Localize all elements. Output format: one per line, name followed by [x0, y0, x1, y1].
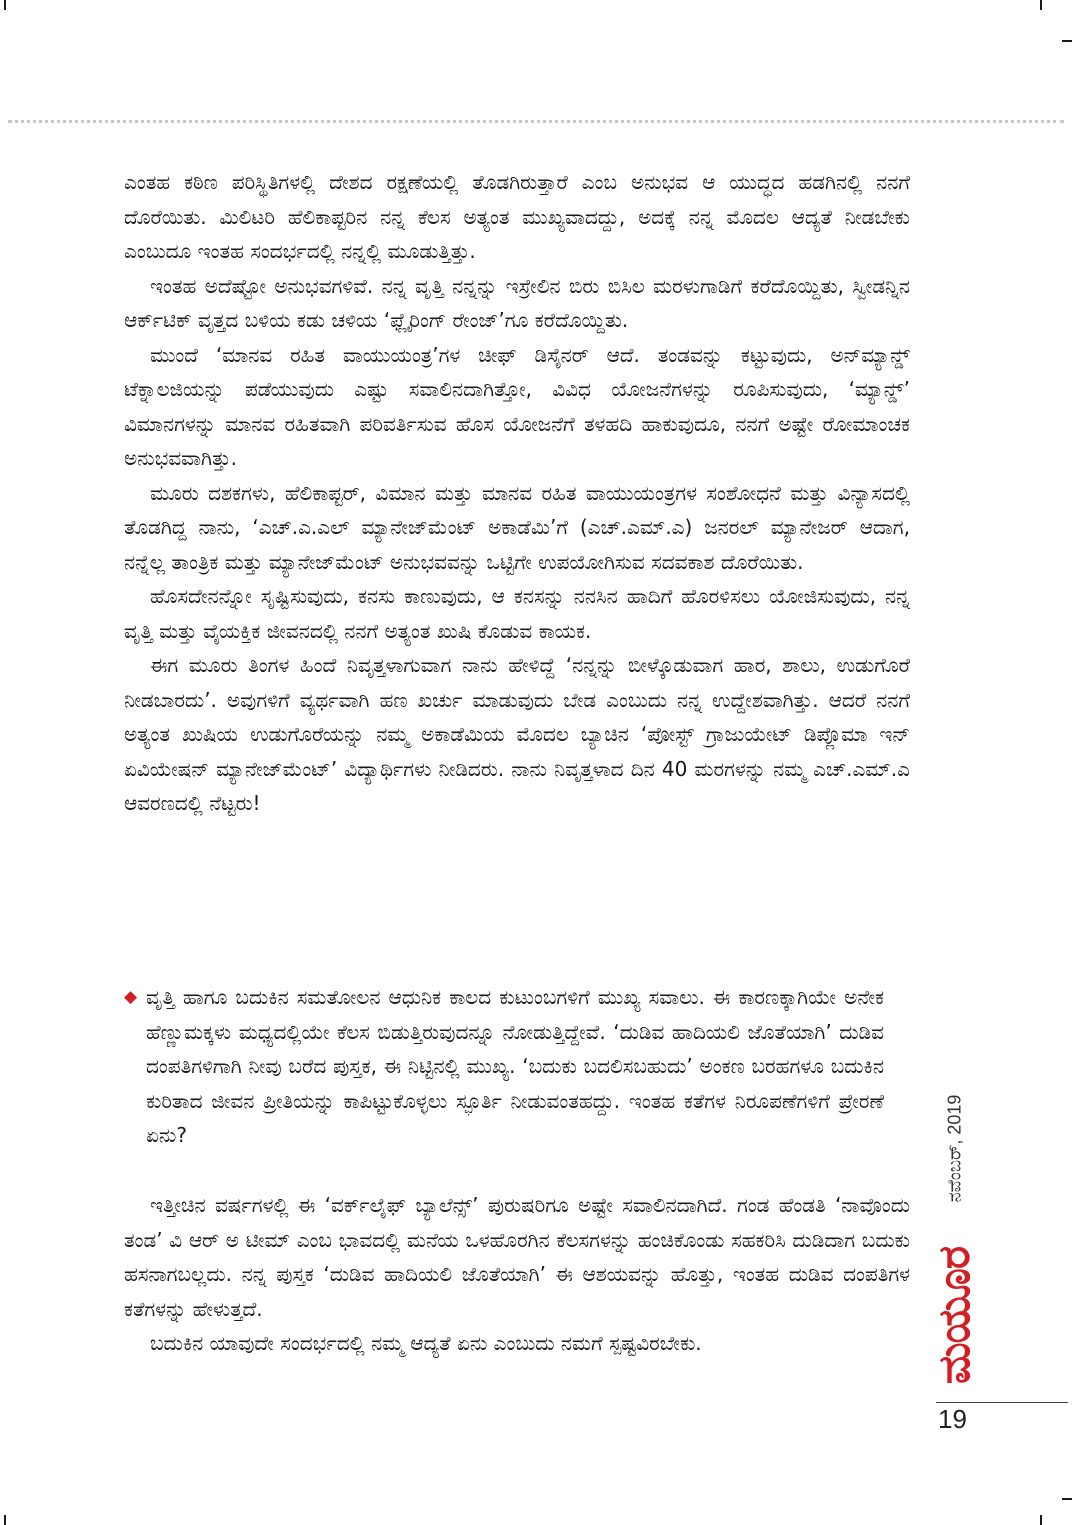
answer-paragraph: ಬದುಕಿನ ಯಾವುದೇ ಸಂದರ್ಭದಲ್ಲಿ ನಮ್ಮ ಆದ್ಯತೆ ಏನು ಎಂಬುದು ನಮಗೆ ಸ್ಪಷ್ಟವಿರಬೇಕು. [150, 1331, 702, 1355]
crop-mark-bottom-left [4, 1515, 6, 1525]
crop-mark-top-left [4, 0, 6, 10]
article-paragraph: ಈಗ ಮೂರು ತಿಂಗಳ ಹಿಂದೆ ನಿವೃತ್ತಳಾಗುವಾಗ ನಾನು ಹೇಳಿದ್ದೆ ‘ನನ್ನನ್ನು ಬೀಳ್ಕೊಡುವಾಗ ಹಾರ, ಶಾಲು, ಉಡುಗೊರೆ ನೀಡಬಾರದು’. ಅವುಗಳಿಗೆ ವ್ಯರ್ಥವಾಗಿ ಹಣ ಖರ್ಚು ಮಾಡುವುದು ಬೇಡ ಎಂಬುದು ನನ್ನ ಉದ್ದೇಶವಾಗಿತ್ತು. ಆದರೆ ನನಗೆ ಅತ್ಯಂತ ಖುಷಿಯ ಉಡುಗೊರೆಯನ್ನು ನಮ್ಮ ಅಕಾಡೆಮಿಯ ಮೊದಲ ಬ್ಯಾಚಿನ ‘ಪೋಸ್ಟ್ ಗ್ರಾಜುಯೇಟ್ ಡಿಪ್ಲೊಮಾ ಇನ್ ಏವಿಯೇಷನ್ ಮ್ಯಾನೇಜ್‌ಮೆಂಟ್’ ವಿದ್ಯಾರ್ಥಿಗಳು ನೀಡಿದರು. ನಾನು ನಿವೃತ್ತಳಾದ ದಿನ 40 ಮರಗಳನ್ನು ನಮ್ಮ ಎಚ್.ಎಮ್.ಎ ಆವರಣದಲ್ಲಿ ನೆಟ್ಟರು! [124, 653, 910, 815]
crop-mark-right-bottom [1062, 1498, 1072, 1500]
crop-mark-top-right [1040, 0, 1042, 10]
page-number: 19 [938, 1404, 967, 1434]
issue-date-text: ನವೆಂಬರ್, 2019 [944, 1094, 965, 1202]
answer-paragraph: ಇತ್ತೀಚಿನ ವರ್ಷಗಳಲ್ಲಿ ಈ ‘ವರ್ಕ್‌ಲೈಫ್ ಬ್ಯಾಲೆನ್ಸ್’ ಪುರುಷರಿಗೂ ಅಷ್ಟೇ ಸವಾಲಿನದಾಗಿದೆ. ಗಂಡ ಹೆಂಡತಿ ‘ನಾವೊಂದು ತಂಡ’ ವಿ ಆರ್ ಅ ಟೀಮ್ ಎಂಬ ಭಾವದಲ್ಲಿ ಮನೆಯ ಒಳಹೊರಗಿನ ಕೆಲಸಗಳನ್ನು ಹಂಚಿಕೊಂಡು ಸಹಕರಿಸಿ ದುಡಿದಾಗ ಬದುಕು ಹಸನಾಗಬಲ್ಲದು. ನನ್ನ ಪುಸ್ತಕ ‘ದುಡಿವ ಹಾದಿಯಲಿ ಜೊತೆಯಾಗಿ’ ಈ ಆಶಯವನ್ನು ಹೊತ್ತು, ಇಂತಹ ದುಡಿವ ದಂಪತಿಗಳ ಕತೆಗಳನ್ನು ಹೇಳುತ್ತದೆ. [124, 1193, 910, 1321]
question-text: ವೃತ್ತಿ ಹಾಗೂ ಬದುಕಿನ ಸಮತೋಲನ ಆಧುನಿಕ ಕಾಲದ ಕುಟುಂಬಗಳಿಗೆ ಮುಖ್ಯ ಸವಾಲು. ಈ ಕಾರಣಕ್ಕಾಗಿಯೇ ಅನೇಕ ಹೆಣ್ಣುಮಕ್ಕಳು ಮಧ್ಯದಲ್ಲಿಯೇ ಕೆಲಸ ಬಿಡುತ್ತಿರುವುದನ್ನೂ ನೋಡುತ್ತಿದ್ದೇವೆ. ‘ದುಡಿವ ಹಾದಿಯಲಿ ಜೊತೆಯಾಗಿ’ ದುಡಿವ ದಂಪತಿಗಳಿಗಾಗಿ ನೀವು ಬರೆದ ಪುಸ್ತಕ, ಈ ನಿಟ್ಟಿನಲ್ಲಿ ಮುಖ್ಯ. ‘ಬದುಕು ಬದಲಿಸಬಹುದು’ ಅಂಕಣ ಬರಹಗಳೂ ಬದುಕಿನ ಕುರಿತಾದ ಜೀವನ ಪ್ರೀತಿಯನ್ನು ಕಾಪಿಟ್ಟುಕೊಳ್ಳಲು ಸ್ಫೂರ್ತಿ ನೀಡುವಂತಹದ್ದು. ಇಂತಹ ಕತೆಗಳ ನಿರೂಪಣೆಗಳಿಗೆ ಪ್ರೇರಣೆ ಏನು? [146, 985, 884, 1147]
issue-date [925, 1080, 985, 1216]
article-paragraph: ಮುಂದೆ ‘ಮಾನವ ರಹಿತ ವಾಯುಯಂತ್ರ’ಗಳ ಚೀಫ್ ಡಿಸೈನರ್ ಆದೆ. ತಂಡವನ್ನು ಕಟ್ಟುವುದು, ಅನ್‌ಮ್ಯಾನ್ಡ್ ಟೆಕ್ನಾಲಜಿಯನ್ನು ಪಡೆಯುವುದು ಎಷ್ಟು ಸವಾಲಿನದಾಗಿತ್ತೋ, ವಿವಿಧ ಯೋಜನೆಗಳನ್ನು ರೂಪಿಸುವುದು, ‘ಮ್ಯಾನ್ಡ್’ ವಿಮಾನಗಳನ್ನು ಮಾನವ ರಹಿತವಾಗಿ ಪರಿವರ್ತಿಸುವ ಹೊಸ ಯೋಜನೆಗೆ ತಳಹದಿ ಹಾಕುವುದೂ, ನನಗೆ ಅಷ್ಟೇ ರೋಮಾಂಚಕ ಅನುಭವವಾಗಿತ್ತು. [124, 342, 910, 470]
page-folio [925, 1080, 989, 1400]
diamond-bullet-icon: ◆ [124, 987, 138, 1007]
magazine-masthead [925, 1230, 985, 1400]
masthead-text: ಮಯೂರ [929, 1246, 981, 1384]
article-paragraph: ಹೊಸದೇನನ್ನೋ ಸೃಷ್ಟಿಸುವುದು, ಕನಸು ಕಾಣುವುದು, ಆ ಕನಸನ್ನು ನನಸಿನ ಹಾದಿಗೆ ಹೊರಳಿಸಲು ಯೋಜಿಸುವುದು, ನನ್ನ ವೃತ್ತಿ ಮತ್ತು ವೈಯಕ್ತಿಕ ಜೀವನದಲ್ಲಿ ನನಗೆ ಅತ್ಯಂತ ಖುಷಿ ಕೊಡುವ ಕಾಯಕ. [124, 584, 910, 643]
crop-mark-bottom-right [1040, 1515, 1042, 1525]
header-dotted-rule [8, 120, 1064, 123]
article-paragraph: ಇಂತಹ ಅದೆಷ್ಟೋ ಅನುಭವಗಳಿವೆ. ನನ್ನ ವೃತ್ತಿ ನನ್ನನ್ನು ಇಸ್ರೇಲಿನ ಬಿರು ಬಿಸಿಲ ಮರಳುಗಾಡಿಗೆ ಕರೆದೊಯ್ದಿತು, ಸ್ವೀಡನ್ನಿನ ಆರ್ಕ್‌ಟಿಕ್ ವೃತ್ತದ ಬಳಿಯ ಕಡು ಚಳಿಯ ‘ಫ್ಲೈರಿಂಗ್ ರೇಂಜ್’ಗೂ ಕರೆದೊಯ್ದಿತು. [124, 273, 910, 332]
article-paragraph: ಎಂತಹ ಕಠಿಣ ಪರಿಸ್ಥಿತಿಗಳಲ್ಲಿ ದೇಶದ ರಕ್ಷಣೆಯಲ್ಲಿ ತೊಡಗಿರುತ್ತಾರೆ ಎಂಬ ಅನುಭವ ಆ ಯುದ್ಧದ ಹಡಗಿನಲ್ಲಿ ನನಗೆ ದೊರೆಯಿತು. ಮಿಲಿಟರಿ ಹೆಲಿಕಾಪ್ಟರಿನ ನನ್ನ ಕೆಲಸ ಅತ್ಯಂತ ಮುಖ್ಯವಾದದ್ದು, ಅದಕ್ಕೆ ನನ್ನ ಮೊದಲ ಆದ್ಯತೆ ನೀಡಬೇಕು ಎಂಬುದೂ ಇಂತಹ ಸಂದರ್ಭದಲ್ಲಿ ನನ್ನಲ್ಲಿ ಮೂಡುತ್ತಿತ್ತು. [124, 170, 910, 263]
crop-mark-right-top [1062, 40, 1072, 42]
interview-question [124, 980, 884, 1153]
article-body [124, 165, 910, 821]
interview-answer [124, 1188, 910, 1361]
article-paragraph: ಮೂರು ದಶಕಗಳು, ಹೆಲಿಕಾಪ್ಟರ್, ವಿಮಾನ ಮತ್ತು ಮಾನವ ರಹಿತ ವಾಯುಯಂತ್ರಗಳ ಸಂಶೋಧನೆ ಮತ್ತು ವಿನ್ಯಾಸದಲ್ಲಿ ತೊಡಗಿದ್ದ ನಾನು, ‘ಎಚ್.ಎ.ಎಲ್ ಮ್ಯಾನೇಜ್‌ಮೆಂಟ್ ಅಕಾಡೆಮಿ’ಗೆ (ಎಚ್.ಎಮ್.ಎ) ಜನರಲ್ ಮ್ಯಾನೇಜರ್ ಆದಾಗ, ನನ್ನೆಲ್ಲ ತಾಂತ್ರಿಕ ಮತ್ತು ಮ್ಯಾನೇಜ್‌ಮೆಂಟ್ ಅನುಭವವನ್ನು ಒಟ್ಟಿಗೇ ಉಪಯೋಗಿಸುವ ಸದವಕಾಶ ದೊರೆಯಿತು. [124, 480, 910, 574]
page-number-rule [936, 1402, 1068, 1403]
